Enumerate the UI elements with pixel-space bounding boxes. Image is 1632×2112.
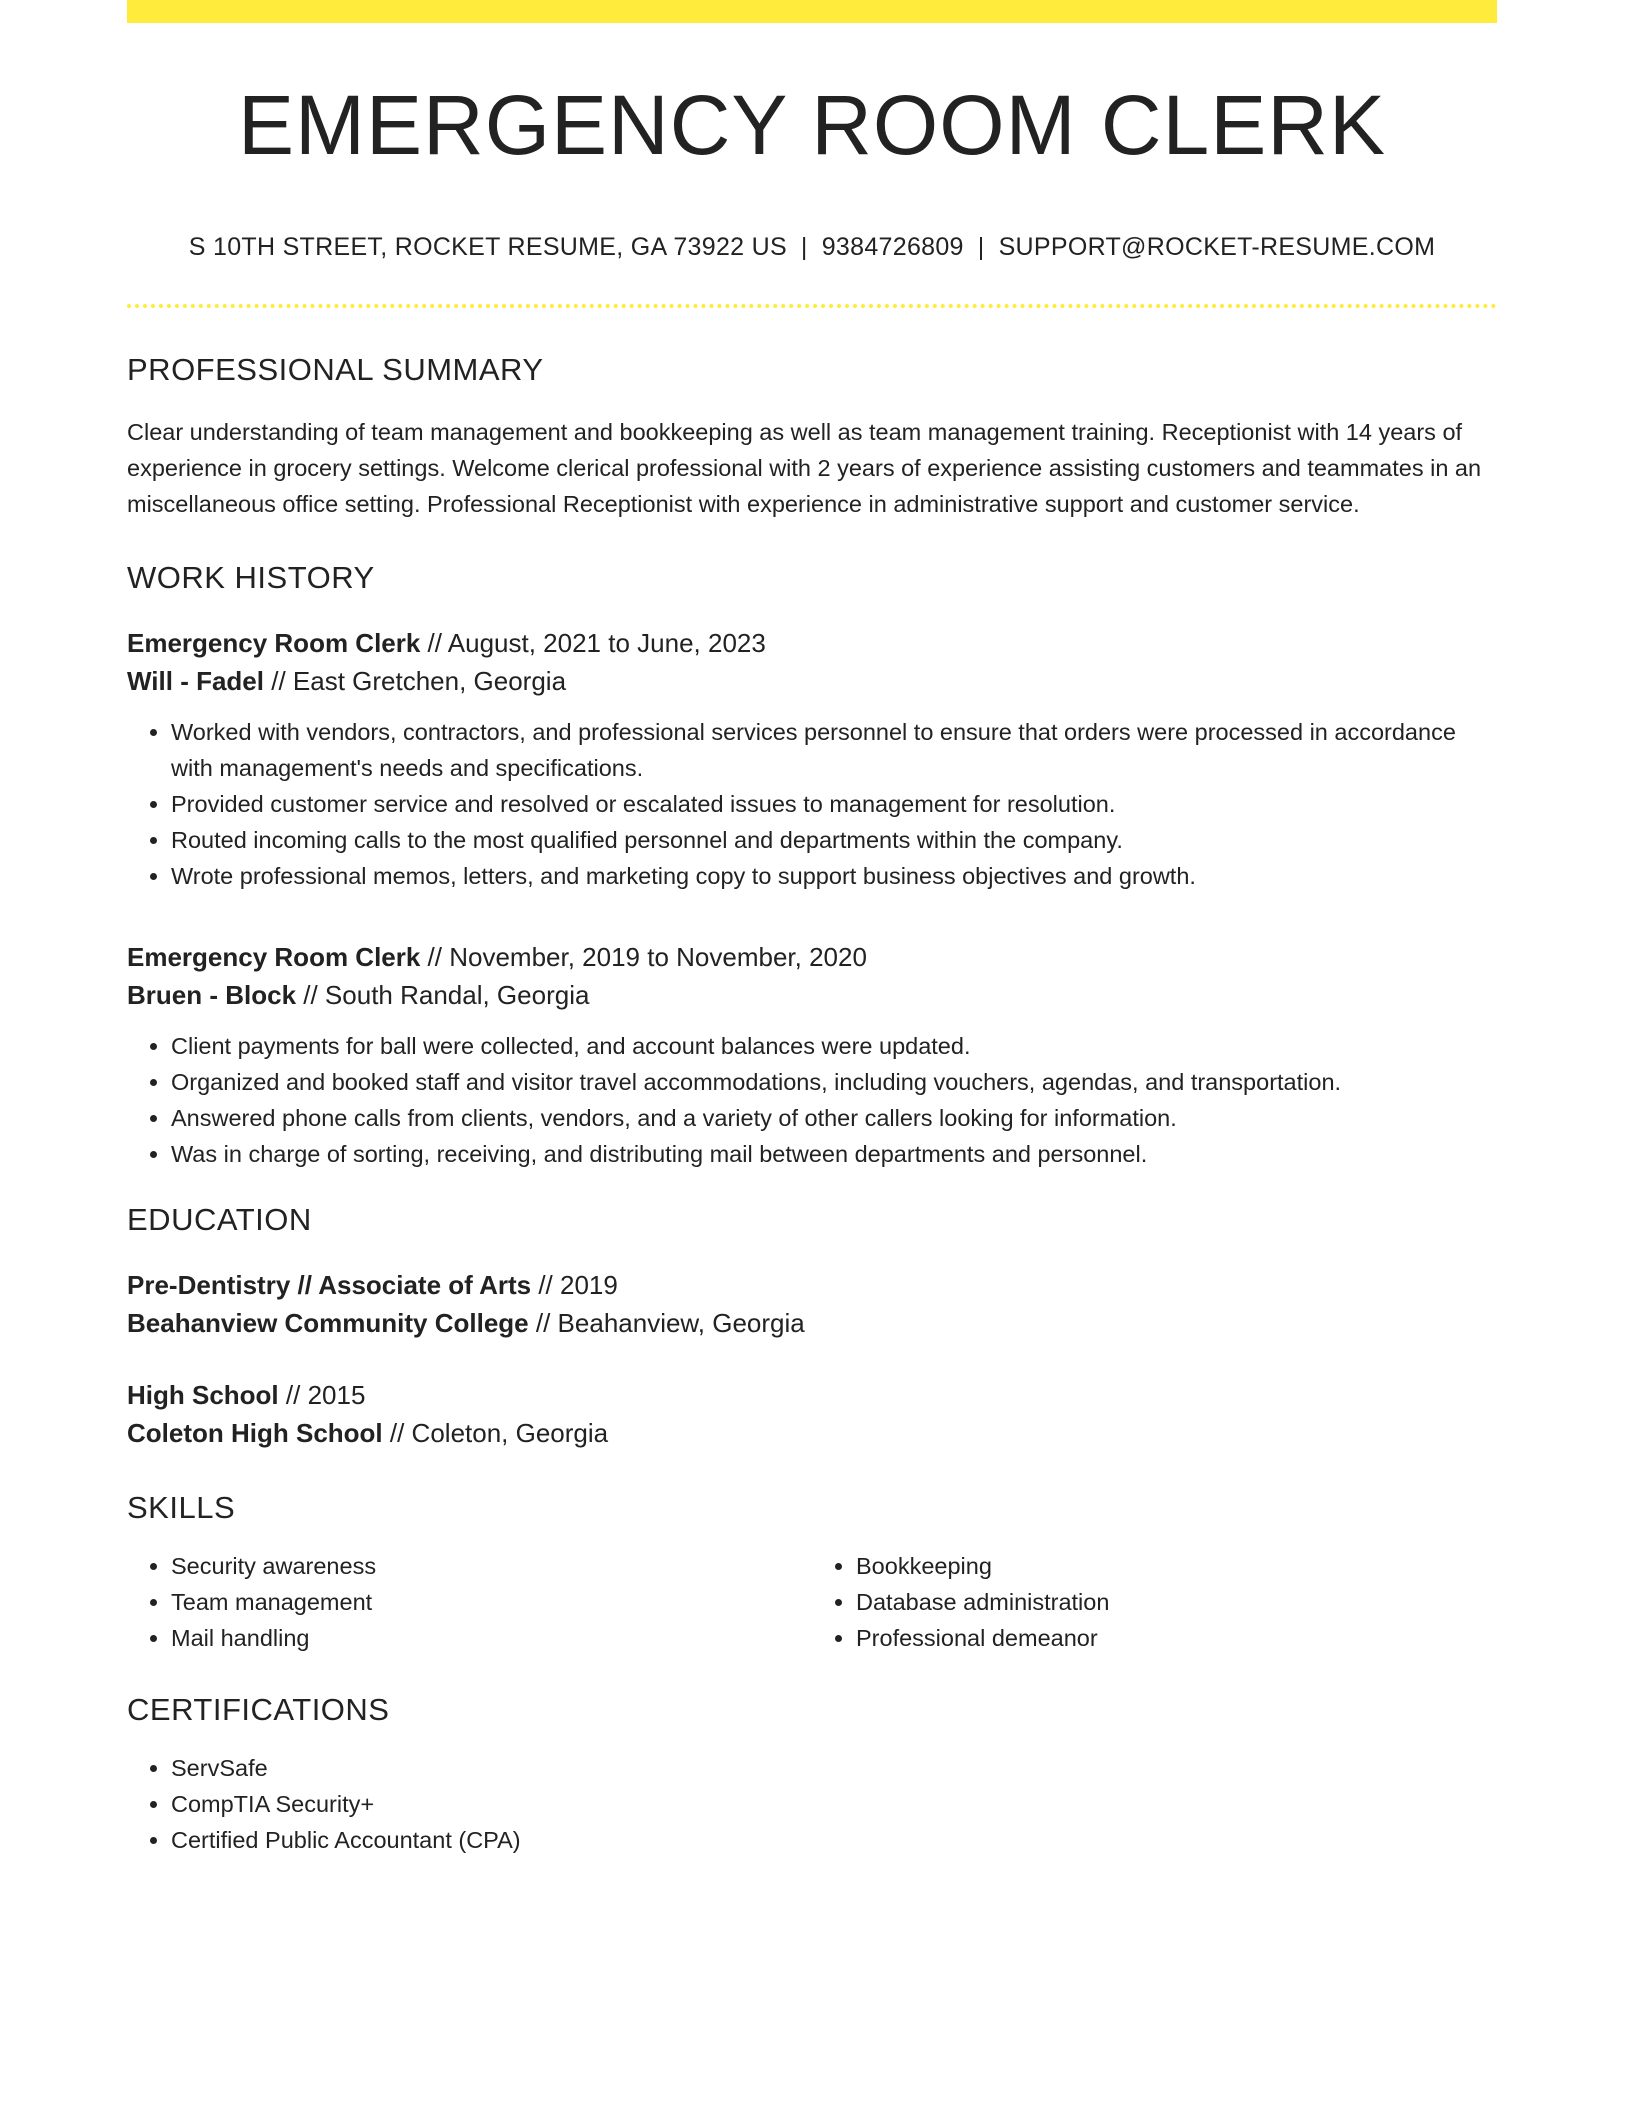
summary-text: Clear understanding of team management and bookkeeping as well as team management training. Receptionist with 14 years of experience in grocery settings. Welcome clerical professional with 2 years of experience assisting customers and teammates in an miscellaneous office setting. Professional Receptionist with experience in administrative support and customer service. <box>127 419 1482 517</box>
job-employer: Bruen - Block <box>127 980 297 1010</box>
education-degree-line <box>127 1376 1497 1414</box>
education-entry <box>127 1266 1497 1342</box>
job-bullet: • Organized and booked staff and visitor travel accommodations, including vouchers, agendas, and transportation. <box>171 1064 1497 1100</box>
resume-page <box>127 0 1497 1858</box>
section-title-summary: PROFESSIONAL SUMMARY <box>127 352 544 387</box>
certification-item: • CompTIA Security+ <box>171 1786 1497 1822</box>
job-role: Emergency Room Clerk <box>127 628 421 658</box>
education-school: Beahanview Community College <box>127 1308 529 1338</box>
job-role-line <box>127 624 1497 662</box>
education-location: // Beahanview, Georgia <box>528 1308 805 1338</box>
job-bullet: • Was in charge of sorting, receiving, and distributing mail between departments and personnel. <box>171 1136 1497 1172</box>
contact-separator: | <box>977 233 985 261</box>
job-bullets <box>127 714 1497 894</box>
skill-item: • Professional demeanor <box>856 1620 1497 1656</box>
skills-grid <box>127 1548 1497 1656</box>
contact-separator: | <box>800 233 808 261</box>
job-role-line <box>127 938 1497 976</box>
skill-item: • Database administration <box>856 1584 1497 1620</box>
job-bullet: • Answered phone calls from clients, vendors, and a variety of other callers looking for information. <box>171 1100 1497 1136</box>
job-employer-line <box>127 662 1497 700</box>
education-school-line <box>127 1414 1497 1452</box>
certification-item: • ServSafe <box>171 1750 1497 1786</box>
skill-item: • Security awareness <box>171 1548 812 1584</box>
education-degree: High School <box>127 1380 279 1410</box>
section-title-skills: SKILLS <box>127 1490 236 1525</box>
section-title-certifications: CERTIFICATIONS <box>127 1692 390 1727</box>
contact-line <box>127 233 1497 262</box>
skill-item: • Bookkeeping <box>856 1548 1497 1584</box>
certifications-list <box>127 1750 1497 1858</box>
education-entry <box>127 1376 1497 1452</box>
job-dates: // November, 2019 to November, 2020 <box>420 942 867 972</box>
job-location: // East Gretchen, Georgia <box>264 666 567 696</box>
job-employer: Will - Fadel <box>127 666 264 696</box>
skills-column-right <box>812 1548 1497 1656</box>
certification-item: • Certified Public Accountant (CPA) <box>171 1822 1497 1858</box>
education-school: Coleton High School <box>127 1418 383 1448</box>
education-year: // 2015 <box>278 1380 366 1410</box>
contact-email[interactable]: SUPPORT@ROCKET-RESUME.COM <box>998 233 1436 261</box>
job-bullet: • Client payments for ball were collected, and account balances were updated. <box>171 1028 1497 1064</box>
section-title-work-history: WORK HISTORY <box>127 560 375 595</box>
job-bullet: • Provided customer service and resolved or escalated issues to management for resolution. <box>171 786 1497 822</box>
education-degree-line <box>127 1266 1497 1304</box>
job-role: Emergency Room Clerk <box>127 942 421 972</box>
contact-address: S 10TH STREET, ROCKET RESUME, GA 73922 US <box>188 233 787 261</box>
candidate-title: EMERGENCY ROOM CLERK <box>238 78 1386 172</box>
skill-item: • Team management <box>171 1584 812 1620</box>
job-entry <box>127 624 1497 894</box>
job-entry <box>127 938 1497 1172</box>
job-location: // South Randal, Georgia <box>296 980 590 1010</box>
education-location: // Coleton, Georgia <box>382 1418 609 1448</box>
job-employer-line <box>127 976 1497 1014</box>
skill-item: • Mail handling <box>171 1620 812 1656</box>
job-bullet: • Routed incoming calls to the most qualified personnel and departments within the company. <box>171 822 1497 858</box>
education-degree: Pre-Dentistry // Associate of Arts <box>127 1270 532 1300</box>
contact-phone[interactable]: 9384726809 <box>821 233 964 261</box>
job-bullets <box>127 1028 1497 1172</box>
job-bullet: • Worked with vendors, contractors, and professional services personnel to ensure that orders were processed in accordance with management's needs and specifications. <box>171 714 1497 786</box>
job-dates: // August, 2021 to June, 2023 <box>420 628 766 658</box>
skills-column-left <box>127 1548 812 1656</box>
education-year: // 2019 <box>531 1270 618 1300</box>
section-title-education: EDUCATION <box>127 1202 312 1237</box>
accent-bar <box>127 0 1497 23</box>
education-school-line <box>127 1304 1497 1342</box>
dotted-divider <box>127 304 1497 308</box>
job-bullet: • Wrote professional memos, letters, and marketing copy to support business objectives and growth. <box>171 858 1497 894</box>
